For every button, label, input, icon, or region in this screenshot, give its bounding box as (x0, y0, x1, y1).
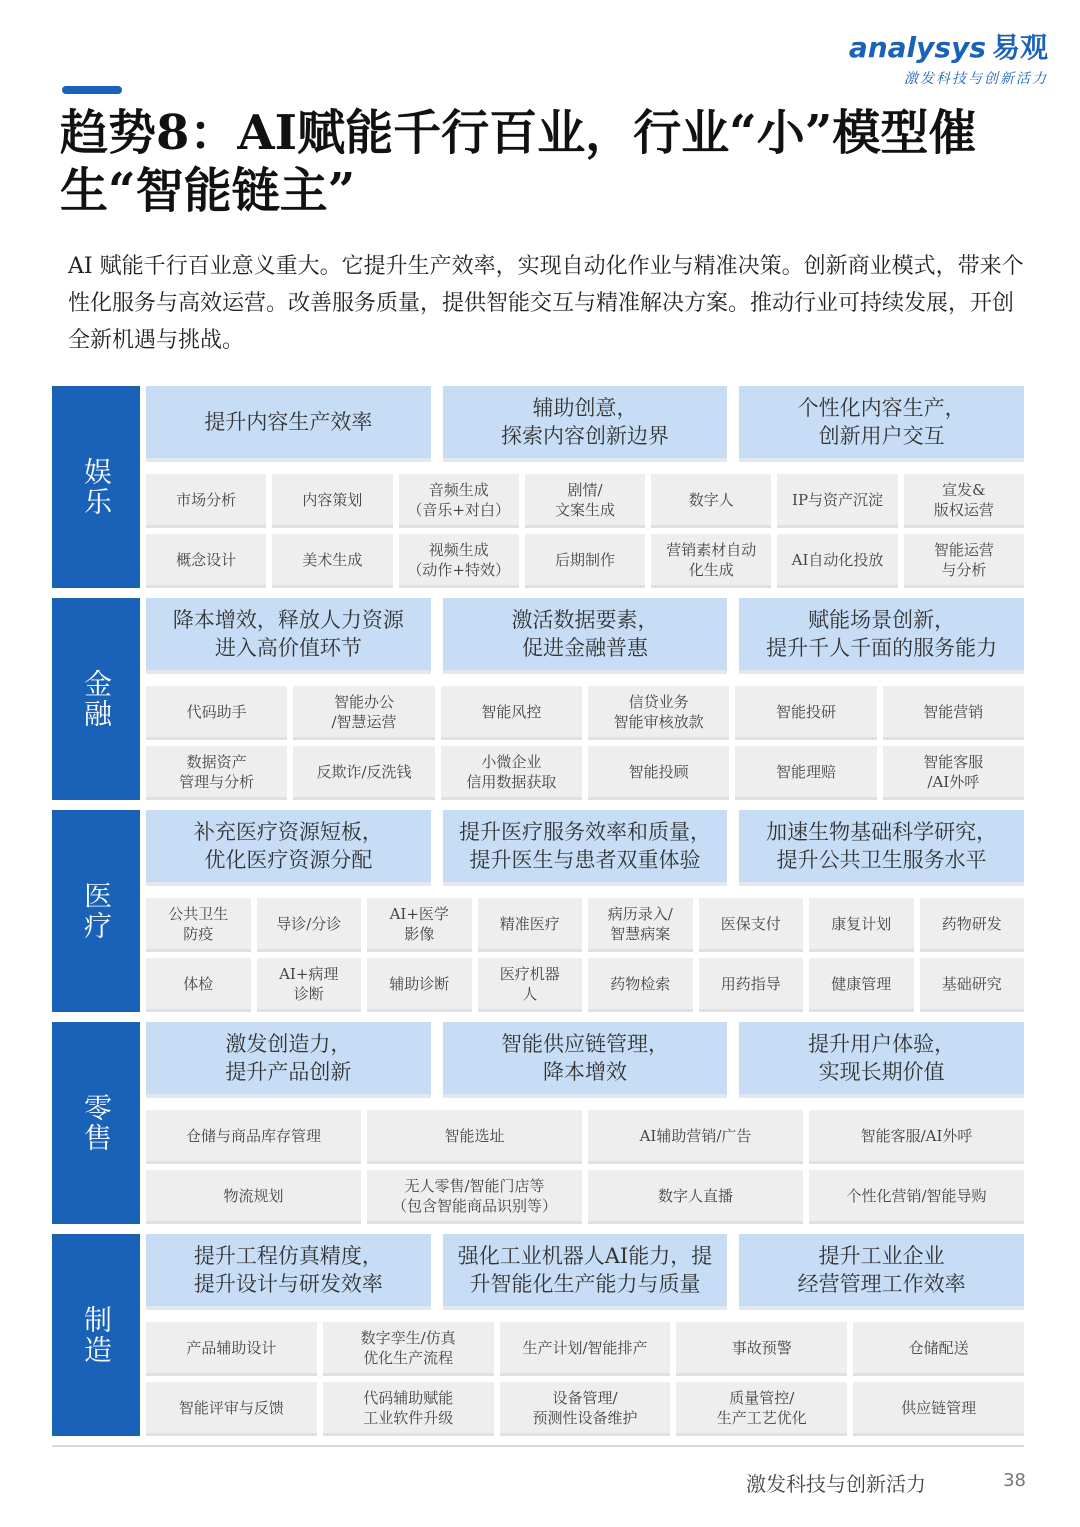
capability-cell: 物流规划 (146, 1170, 361, 1224)
capability-row (146, 898, 1024, 952)
goal-box: 辅助创意， 探索内容创新边界 (443, 386, 728, 462)
goal-box: 加速生物基础科学研究， 提升公共卫生服务水平 (739, 810, 1024, 886)
goal-box: 个性化内容生产， 创新用户交互 (739, 386, 1024, 462)
section-retail (52, 1022, 1024, 1224)
capability-cell: 视频生成 （动作+特效） (399, 534, 519, 588)
capability-cell: 代码辅助赋能 工业软件升级 (323, 1382, 494, 1436)
section-manufacturing (52, 1234, 1024, 1436)
section-content (146, 1234, 1024, 1436)
capability-cell: AI自动化投放 (777, 534, 897, 588)
capability-cell: 事故预警 (676, 1322, 847, 1376)
capability-cell: 美术生成 (272, 534, 392, 588)
capability-cell: IP与资产沉淀 (777, 474, 897, 528)
section-content (146, 598, 1024, 800)
section-label-text: 制造 (80, 1305, 113, 1365)
capability-cell: 药物研发 (920, 898, 1025, 952)
goal-box: 提升工程仿真精度， 提升设计与研发效率 (146, 1234, 431, 1310)
capability-cell: 智能投研 (735, 686, 876, 740)
industry-sections (52, 386, 1024, 1436)
goal-row (146, 810, 1024, 886)
page-number: 38 (1003, 1470, 1026, 1491)
capability-cell: 体检 (146, 958, 251, 1012)
capability-cell: 设备管理/ 预测性设备维护 (500, 1382, 671, 1436)
capability-cell: 小微企业 信用数据获取 (441, 746, 582, 800)
capability-cell: 剧情/ 文案生成 (525, 474, 645, 528)
capability-cell: 药物检索 (588, 958, 693, 1012)
goal-box: 提升用户体验， 实现长期价值 (739, 1022, 1024, 1098)
capability-cell: 宣发& 版权运营 (904, 474, 1024, 528)
capability-cell: 数据资产 管理与分析 (146, 746, 287, 800)
capability-cell: 公共卫生 防疫 (146, 898, 251, 952)
capability-cell: 仓储与商品库存管理 (146, 1110, 361, 1164)
capability-cell: 智能选址 (367, 1110, 582, 1164)
capability-row (146, 1322, 1024, 1376)
capability-row (146, 746, 1024, 800)
section-label-text: 娱乐 (80, 457, 113, 517)
section-content (146, 1022, 1024, 1224)
capability-cell: AI辅助营销/广告 (588, 1110, 803, 1164)
capability-cell: 仓储配送 (853, 1322, 1024, 1376)
section-label-finance (52, 598, 140, 800)
capability-row (146, 686, 1024, 740)
capability-cell: 智能客服 /AI外呼 (883, 746, 1024, 800)
capability-row (146, 534, 1024, 588)
capability-cell: 智能理赔 (735, 746, 876, 800)
capability-cell: 市场分析 (146, 474, 266, 528)
capability-cell: 健康管理 (809, 958, 914, 1012)
section-medical (52, 810, 1024, 1012)
footer-tagline: 激发科技与创新活力 (746, 1472, 926, 1496)
capability-cell: 用药指导 (699, 958, 804, 1012)
capability-cell: 辅助诊断 (367, 958, 472, 1012)
capability-row (146, 1110, 1024, 1164)
page-title: 趋势8：AI赋能千行百业，行业“小”模型催生“智能链主” (60, 105, 977, 219)
capability-cell: 医疗机器 人 (478, 958, 583, 1012)
goal-box: 提升工业企业 经营管理工作效率 (739, 1234, 1024, 1310)
capability-row (146, 1170, 1024, 1224)
capability-cell: 质量管控/ 生产工艺优化 (676, 1382, 847, 1436)
capability-cell: 数字孪生/仿真 优化生产流程 (323, 1322, 494, 1376)
goal-box: 补充医疗资源短板， 优化医疗资源分配 (146, 810, 431, 886)
goal-row (146, 598, 1024, 674)
capability-row (146, 1382, 1024, 1436)
capability-cell: 医保支付 (699, 898, 804, 952)
intro-paragraph: AI 赋能千行百业意义重大。它提升生产效率，实现自动化作业与精准决策。创新商业模式，带来个性化服务与高效运营。改善服务质量，提供智能交互与精准解决方案。推动行业可持续发展，开创全新机遇与挑战。 (68, 254, 1024, 353)
section-content (146, 810, 1024, 1012)
section-entertainment (52, 386, 1024, 588)
section-label-retail (52, 1022, 140, 1224)
capability-cell: 病历录入/ 智慧病案 (588, 898, 693, 952)
capability-cell: 音频生成 （音乐+对白） (399, 474, 519, 528)
logo-tagline: 激发科技与创新活力 (904, 71, 1048, 87)
goal-box: 提升内容生产效率 (146, 386, 431, 462)
goal-row (146, 1234, 1024, 1310)
capability-cell: 营销素材自动 化生成 (651, 534, 771, 588)
capability-cell: 智能评审与反馈 (146, 1382, 317, 1436)
goal-row (146, 1022, 1024, 1098)
capability-cell: 生产计划/智能排产 (500, 1322, 671, 1376)
capability-cell: 反欺诈/反洗钱 (293, 746, 434, 800)
capability-cell: 智能投顾 (588, 746, 729, 800)
goal-box: 激发创造力， 提升产品创新 (146, 1022, 431, 1098)
goal-box: 激活数据要素， 促进金融普惠 (443, 598, 728, 674)
capability-cell: 供应链管理 (853, 1382, 1024, 1436)
section-label-entertainment (52, 386, 140, 588)
footer-divider (52, 1445, 1024, 1447)
section-content (146, 386, 1024, 588)
section-label-text: 零售 (80, 1093, 113, 1153)
section-label-text: 金融 (80, 669, 113, 729)
capability-cell: 产品辅助设计 (146, 1322, 317, 1376)
section-label-manufacturing (52, 1234, 140, 1436)
capability-cell: 智能风控 (441, 686, 582, 740)
capability-cell: 智能客服/AI外呼 (809, 1110, 1024, 1164)
capability-cell: 代码助手 (146, 686, 287, 740)
capability-cell: 数字人直播 (588, 1170, 803, 1224)
capability-cell: 信贷业务 智能审核放款 (588, 686, 729, 740)
capability-cell: 智能办公 /智慧运营 (293, 686, 434, 740)
goal-row (146, 386, 1024, 462)
capability-cell: AI+医学 影像 (367, 898, 472, 952)
capability-cell: 后期制作 (525, 534, 645, 588)
capability-row (146, 958, 1024, 1012)
section-label-text: 医疗 (80, 881, 113, 941)
capability-cell: 无人零售/智能门店等 （包含智能商品识别等） (367, 1170, 582, 1224)
goal-box: 提升医疗服务效率和质量， 提升医生与患者双重体验 (443, 810, 728, 886)
capability-cell: 内容策划 (272, 474, 392, 528)
capability-cell: 精准医疗 (478, 898, 583, 952)
capability-cell: 数字人 (651, 474, 771, 528)
section-label-medical (52, 810, 140, 1012)
capability-cell: 个性化营销/智能导购 (809, 1170, 1024, 1224)
goal-box: 赋能场景创新， 提升千人千面的服务能力 (739, 598, 1024, 674)
capability-cell: 基础研究 (920, 958, 1025, 1012)
goal-box: 降本增效，释放人力资源 进入高价值环节 (146, 598, 431, 674)
capability-cell: AI+病理 诊断 (257, 958, 362, 1012)
capability-cell: 康复计划 (809, 898, 914, 952)
logo (848, 26, 1048, 88)
goal-box: 强化工业机器人AI能力，提 升智能化生产能力与质量 (443, 1234, 728, 1310)
goal-box: 智能供应链管理， 降本增效 (443, 1022, 728, 1098)
capability-cell: 概念设计 (146, 534, 266, 588)
capability-cell: 智能营销 (883, 686, 1024, 740)
title-accent-bar (62, 86, 122, 94)
logo-wordmark: analysys 易观 (848, 31, 1048, 64)
capability-cell: 智能运营 与分析 (904, 534, 1024, 588)
section-finance (52, 598, 1024, 800)
capability-cell: 导诊/分诊 (257, 898, 362, 952)
capability-row (146, 474, 1024, 528)
